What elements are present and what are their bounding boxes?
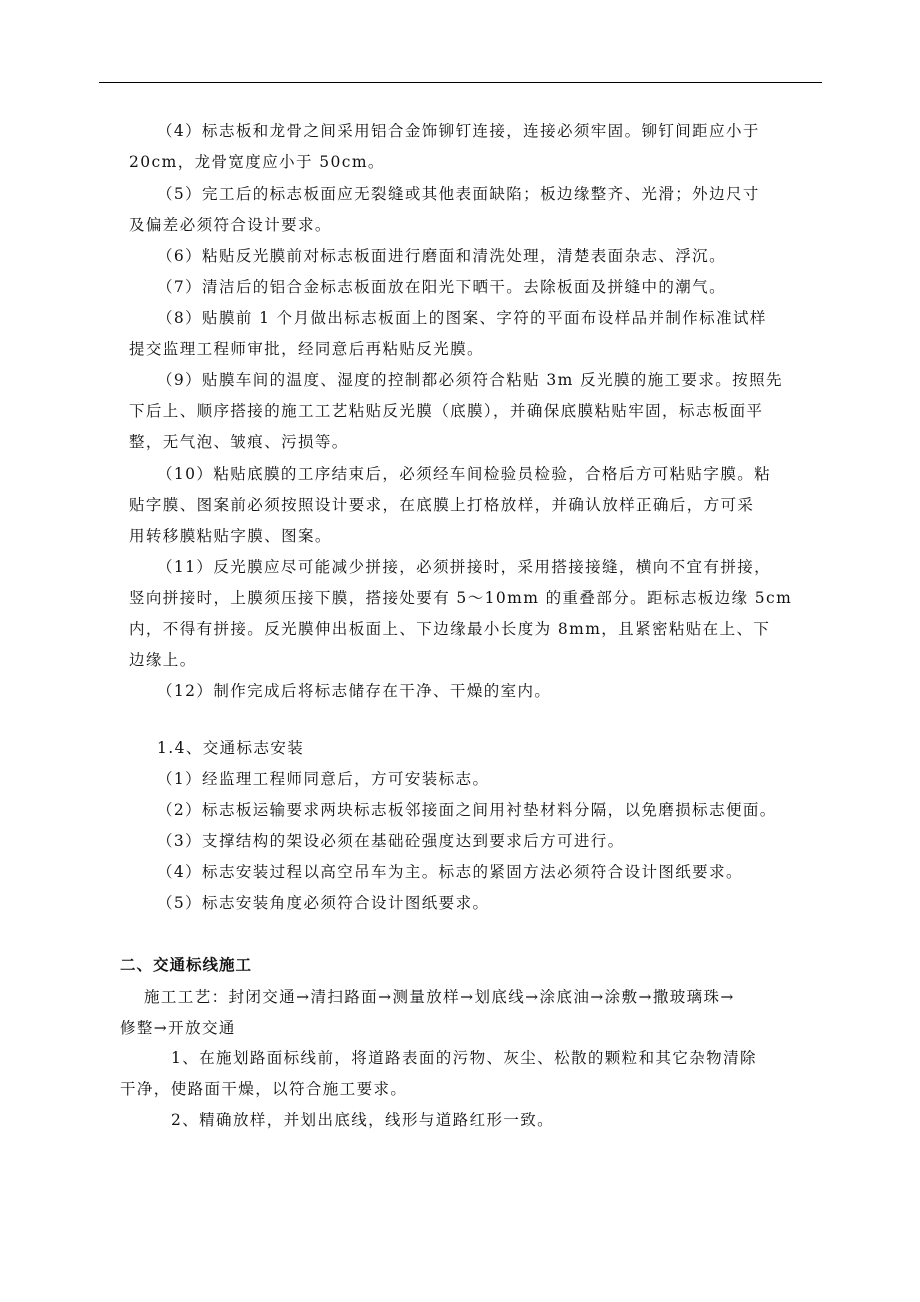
paragraph-line: 1、在施划路面标线前，将道路表面的污物、灰尘、松散的颗粒和其它杂物清除 <box>171 1049 757 1067</box>
paragraph-line: （12）制作完成后将标志储存在干净、干燥的室内。 <box>157 682 552 700</box>
paragraph-line: （4）标志板和龙骨之间采用铝合金饰铆钉连接，连接必须牢固。铆钉间距应小于 <box>157 122 760 140</box>
paragraph-line: 施工工艺：封闭交通→清扫路面→测量放样→划底线→涂底油→涂敷→撒玻璃珠→ <box>144 988 735 1006</box>
paragraph-line: 边缘上。 <box>129 651 197 669</box>
paragraph-line: 贴字膜、图案前必须按照设计要求，在底膜上打格放样，并确认放样正确后，方可采 <box>129 496 755 514</box>
paragraph-line: 修整→开放交通 <box>120 1019 236 1037</box>
paragraph-line: 整，无气泡、皱痕、污损等。 <box>129 433 349 451</box>
paragraph-line: （2）标志板运输要求两块标志板邻接面之间用衬垫材料分隔，以免磨损标志便面。 <box>157 801 777 819</box>
paragraph-line: （1）经监理工程师同意后，方可安装标志。 <box>157 770 490 788</box>
paragraph-line: （5）完工后的标志板面应无裂缝或其他表面缺陷；板边缘整齐、光滑；外边尺寸 <box>157 185 760 203</box>
paragraph-line: （7）清洁后的铝合金标志板面放在阳光下晒干。去除板面及拼缝中的潮气。 <box>157 278 726 296</box>
paragraph-line: （4）标志安装过程以高空吊车为主。标志的紧固方法必须符合设计图纸要求。 <box>157 863 743 881</box>
paragraph-line: （5）标志安装角度必须符合设计图纸要求。 <box>157 894 490 912</box>
paragraph-line: （8）贴膜前 1 个月做出标志板面上的图案、字符的平面布设样品并制作标准试样 <box>157 309 767 327</box>
paragraph-line: 及偏差必须符合设计要求。 <box>129 216 332 234</box>
paragraph-line: （6）粘贴反光膜前对标志板面进行磨面和清洗处理，清楚表面杂志、浮沉。 <box>157 247 726 265</box>
paragraph-line: （11）反光膜应尽可能减少拼接，必须拼接时，采用搭接接缝，横向不宜有拼接， <box>157 558 772 576</box>
chapter-heading: 二、交通标线施工 <box>120 956 253 974</box>
paragraph-line: 内，不得有拼接。反光膜伸出板面上、下边缘最小长度为 8mm，且紧密粘贴在上、下 <box>129 620 771 638</box>
paragraph-line: 干净，使路面干燥，以符合施工要求。 <box>120 1080 408 1098</box>
paragraph-line: 提交监理工程师审批，经同意后再粘贴反光膜。 <box>129 340 484 358</box>
paragraph-line: （9）贴膜车间的温度、湿度的控制都必须符合粘贴 3m 反光膜的施工要求。按照先 <box>157 371 783 389</box>
paragraph-line: 竖向拼接时，上膜须压接下膜，搭接处要有 5～10mm 的重叠部分。距标志板边缘 5cm <box>129 589 793 607</box>
paragraph-line: 2、精确放样，并划出底线，线形与道路红形一致。 <box>171 1111 555 1129</box>
paragraph-line: （3）支撑结构的架设必须在基础砼强度达到要求后方可进行。 <box>157 832 625 850</box>
paragraph-line: （10）粘贴底膜的工序结束后，必须经车间检验员检验，合格后方可粘贴字膜。粘 <box>157 465 772 483</box>
header-rule <box>99 82 822 83</box>
paragraph-line: 用转移膜粘贴字膜、图案。 <box>129 527 332 545</box>
paragraph-line: 下后上、顺序搭接的施工工艺粘贴反光膜（底膜），并确保底膜粘贴牢固，标志板面平 <box>129 402 764 420</box>
section-heading: 1.4、交通标志安装 <box>157 739 305 757</box>
paragraph-line: 20cm，龙骨宽度应小于 50cm。 <box>129 153 385 171</box>
